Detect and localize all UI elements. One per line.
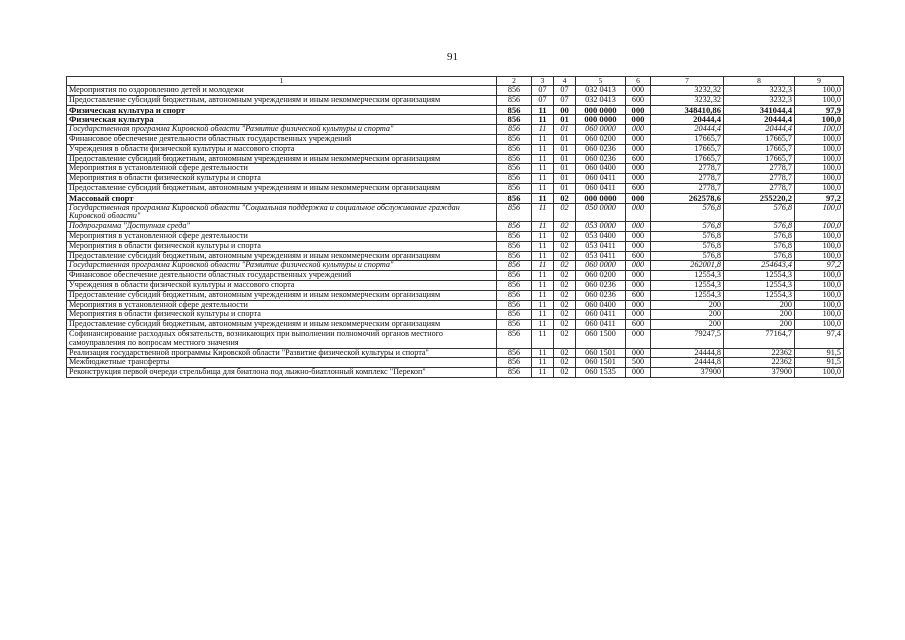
target-article-cell: 060 0200 [576,134,626,144]
section-code-cell: 11 [532,241,554,251]
table-row [67,105,844,115]
subsection-code-cell: 01 [554,134,576,144]
execution-percent-cell: 100,0 [795,164,844,174]
planned-amount-cell: 576,8 [651,222,724,232]
section-code-cell: 11 [532,261,554,271]
ved-code-cell: 856 [497,310,532,320]
actual-amount-cell: 3232,3 [724,86,795,96]
row-name-cell: Мероприятия в установленной сфере деятельности [67,164,497,174]
row-name-cell: Предоставление субсидий бюджетным, автономным учреждениям и иным некоммерческим организациям [67,154,497,164]
planned-amount-cell: 24444,8 [651,358,724,368]
row-name-cell: Мероприятия в установленной сфере деятельности [67,300,497,310]
expense-type-cell: 000 [626,193,651,203]
table-row [67,115,844,125]
section-code-cell: 11 [532,271,554,281]
target-article-cell: 053 0411 [576,241,626,251]
row-name-cell: Предоставление субсидий бюджетным, автономным учреждениям и иным некоммерческим организациям [67,183,497,193]
target-article-cell: 000 0000 [576,115,626,125]
subsection-code-cell: 02 [554,193,576,203]
row-name-cell: Физическая культура и спорт [67,105,497,115]
subsection-code-cell: 02 [554,348,576,358]
expense-type-cell: 000 [626,144,651,154]
planned-amount-cell: 24444,8 [651,348,724,358]
section-code-cell: 11 [532,329,554,348]
expense-type-cell: 600 [626,183,651,193]
row-name-cell: Предоставление субсидий бюджетным, автономным учреждениям и иным некоммерческим организациям [67,251,497,261]
table-row [67,251,844,261]
table-row [67,261,844,271]
table-row [67,144,844,154]
execution-percent-cell: 97,2 [795,193,844,203]
expense-type-cell: 000 [626,203,651,222]
execution-percent-cell: 100,0 [795,115,844,125]
actual-amount-cell: 576,8 [724,241,795,251]
expense-type-cell: 000 [626,125,651,135]
target-article-cell: 060 0411 [576,320,626,330]
column-number: 7 [651,77,724,86]
table-row [67,348,844,358]
execution-percent-cell: 100,0 [795,368,844,378]
row-name-cell: Учреждения в области физической культуры и массового спорта [67,144,497,154]
row-name-cell: Предоставление субсидий бюджетным, автономным учреждениям и иным некоммерческим организациям [67,95,497,105]
execution-percent-cell: 97,9 [795,105,844,115]
section-code-cell: 11 [532,164,554,174]
section-code-cell: 07 [532,86,554,96]
section-code-cell: 11 [532,222,554,232]
subsection-code-cell: 00 [554,105,576,115]
expense-type-cell: 600 [626,290,651,300]
target-article-cell: 060 0000 [576,261,626,271]
ved-code-cell: 856 [497,300,532,310]
target-article-cell: 060 0236 [576,290,626,300]
ved-code-cell: 856 [497,222,532,232]
row-name-cell: Финансовое обеспечение деятельности областных государственных учреждений [67,134,497,144]
row-name-cell: Софинансирование расходных обязательств, возникающих при выполнении полномочий органов местного самоуправления по вопросам местного значения [67,329,497,348]
planned-amount-cell: 262578,6 [651,193,724,203]
column-number: 3 [532,77,554,86]
planned-amount-cell: 3232,32 [651,95,724,105]
subsection-code-cell: 02 [554,290,576,300]
execution-percent-cell: 100,0 [795,222,844,232]
actual-amount-cell: 20444,4 [724,115,795,125]
row-name-cell: Мероприятия по оздоровлению детей и молодежи [67,86,497,96]
table-row [67,164,844,174]
row-name-cell: Государственная программа Кировской области "Развитие физической культуры и спорта" [67,125,497,135]
target-article-cell: 053 0000 [576,222,626,232]
subsection-code-cell: 01 [554,144,576,154]
execution-percent-cell: 100,0 [795,183,844,193]
actual-amount-cell: 12554,3 [724,290,795,300]
planned-amount-cell: 200 [651,300,724,310]
planned-amount-cell: 12554,3 [651,290,724,300]
expense-type-cell: 000 [626,310,651,320]
section-code-cell: 11 [532,290,554,300]
section-code-cell: 11 [532,358,554,368]
execution-percent-cell: 100,0 [795,154,844,164]
table-row [67,271,844,281]
target-article-cell: 060 1500 [576,329,626,348]
execution-percent-cell: 100,0 [795,203,844,222]
planned-amount-cell: 262001,8 [651,261,724,271]
ved-code-cell: 856 [497,320,532,330]
execution-percent-cell: 100,0 [795,300,844,310]
table-row [67,320,844,330]
ved-code-cell: 856 [497,358,532,368]
expense-type-cell: 500 [626,358,651,368]
planned-amount-cell: 2778,7 [651,164,724,174]
row-name-cell: Государственная программа Кировской области "Развитие физической культуры и спорта" [67,261,497,271]
section-code-cell: 07 [532,95,554,105]
planned-amount-cell: 37900 [651,368,724,378]
subsection-code-cell: 01 [554,154,576,164]
ved-code-cell: 856 [497,154,532,164]
execution-percent-cell: 100,0 [795,144,844,154]
row-name-cell: Предоставление субсидий бюджетным, автономным учреждениям и иным некоммерческим организациям [67,320,497,330]
section-code-cell: 11 [532,203,554,222]
execution-percent-cell: 100,0 [795,174,844,184]
target-article-cell: 060 0400 [576,164,626,174]
ved-code-cell: 856 [497,290,532,300]
expense-type-cell: 000 [626,86,651,96]
actual-amount-cell: 2778,7 [724,183,795,193]
row-name-cell: Физическая культура [67,115,497,125]
actual-amount-cell: 576,8 [724,231,795,241]
actual-amount-cell: 22362 [724,348,795,358]
table-row [67,125,844,135]
subsection-code-cell: 02 [554,320,576,330]
page-number: 91 [447,51,458,63]
row-name-cell: Предоставление субсидий бюджетным, автономным учреждениям и иным некоммерческим организациям [67,290,497,300]
target-article-cell: 060 0411 [576,183,626,193]
actual-amount-cell: 17665,7 [724,154,795,164]
ved-code-cell: 856 [497,193,532,203]
section-code-cell: 11 [532,193,554,203]
section-code-cell: 11 [532,300,554,310]
actual-amount-cell: 12554,3 [724,271,795,281]
section-code-cell: 11 [532,115,554,125]
table-row [67,241,844,251]
actual-amount-cell: 576,8 [724,203,795,222]
table-row [67,280,844,290]
target-article-cell: 050 0000 [576,203,626,222]
expense-type-cell: 600 [626,95,651,105]
execution-percent-cell: 91,5 [795,348,844,358]
subsection-code-cell: 02 [554,203,576,222]
planned-amount-cell: 12554,3 [651,271,724,281]
expense-type-cell: 000 [626,222,651,232]
ved-code-cell: 856 [497,329,532,348]
planned-amount-cell: 576,8 [651,251,724,261]
ved-code-cell: 856 [497,125,532,135]
target-article-cell: 060 1501 [576,348,626,358]
target-article-cell: 060 0236 [576,154,626,164]
expense-type-cell: 000 [626,368,651,378]
row-name-cell: Подпрограмма "Доступная среда" [67,222,497,232]
target-article-cell: 060 0200 [576,271,626,281]
actual-amount-cell: 17665,7 [724,144,795,154]
subsection-code-cell: 02 [554,280,576,290]
execution-percent-cell: 100,0 [795,134,844,144]
row-name-cell: Мероприятия в области физической культуры и спорта [67,310,497,320]
target-article-cell: 060 0411 [576,310,626,320]
ved-code-cell: 856 [497,271,532,281]
column-number: 5 [576,77,626,86]
row-name-cell: Учреждения в области физической культуры и массового спорта [67,280,497,290]
row-name-cell: Мероприятия в области физической культуры и спорта [67,174,497,184]
actual-amount-cell: 576,8 [724,222,795,232]
subsection-code-cell: 07 [554,86,576,96]
actual-amount-cell: 255220,2 [724,193,795,203]
planned-amount-cell: 348410,86 [651,105,724,115]
target-article-cell: 060 1501 [576,358,626,368]
target-article-cell: 032 0413 [576,86,626,96]
planned-amount-cell: 2778,7 [651,183,724,193]
ved-code-cell: 856 [497,95,532,105]
actual-amount-cell: 200 [724,300,795,310]
execution-percent-cell: 100,0 [795,290,844,300]
planned-amount-cell: 576,8 [651,241,724,251]
table-row [67,368,844,378]
table-row [67,222,844,232]
subsection-code-cell: 01 [554,164,576,174]
subsection-code-cell: 02 [554,368,576,378]
actual-amount-cell: 22362 [724,358,795,368]
actual-amount-cell: 2778,7 [724,174,795,184]
column-number: 4 [554,77,576,86]
section-code-cell: 11 [532,348,554,358]
execution-percent-cell: 100,0 [795,241,844,251]
subsection-code-cell: 02 [554,300,576,310]
execution-percent-cell: 100,0 [795,320,844,330]
expense-type-cell: 000 [626,280,651,290]
ved-code-cell: 856 [497,144,532,154]
expense-type-cell: 600 [626,251,651,261]
planned-amount-cell: 20444,4 [651,125,724,135]
ved-code-cell: 856 [497,231,532,241]
ved-code-cell: 856 [497,203,532,222]
execution-percent-cell: 100,0 [795,231,844,241]
target-article-cell: 060 0400 [576,300,626,310]
table-row [67,86,844,96]
section-code-cell: 11 [532,105,554,115]
actual-amount-cell: 341044,4 [724,105,795,115]
row-name-cell: Реконструкция первой очереди стрельбища для биатлона под лыжно-биатлонный комплекс "Перекоп" [67,368,497,378]
actual-amount-cell: 3232,3 [724,95,795,105]
ved-code-cell: 856 [497,280,532,290]
table-row [67,193,844,203]
subsection-code-cell: 02 [554,310,576,320]
planned-amount-cell: 2778,7 [651,174,724,184]
planned-amount-cell: 17665,7 [651,144,724,154]
ved-code-cell: 856 [497,348,532,358]
row-name-cell: Массовый спорт [67,193,497,203]
section-code-cell: 11 [532,125,554,135]
section-code-cell: 11 [532,174,554,184]
target-article-cell: 060 0236 [576,280,626,290]
table-row [67,183,844,193]
actual-amount-cell: 254643,4 [724,261,795,271]
execution-percent-cell: 100,0 [795,251,844,261]
target-article-cell: 032 0413 [576,95,626,105]
row-name-cell: Финансовое обеспечение деятельности областных государственных учреждений [67,271,497,281]
planned-amount-cell: 17665,7 [651,134,724,144]
subsection-code-cell: 02 [554,231,576,241]
subsection-code-cell: 02 [554,358,576,368]
column-number: 1 [67,77,497,86]
section-code-cell: 11 [532,154,554,164]
table-row [67,290,844,300]
ved-code-cell: 856 [497,115,532,125]
section-code-cell: 11 [532,320,554,330]
expense-type-cell: 600 [626,154,651,164]
actual-amount-cell: 20444,4 [724,125,795,135]
execution-percent-cell: 100,0 [795,271,844,281]
planned-amount-cell: 20444,4 [651,115,724,125]
planned-amount-cell: 17665,7 [651,154,724,164]
expense-type-cell: 000 [626,231,651,241]
budget-table [66,76,844,378]
target-article-cell: 000 0000 [576,105,626,115]
expense-type-cell: 000 [626,261,651,271]
table-row [67,329,844,348]
expense-type-cell: 000 [626,134,651,144]
execution-percent-cell: 91,5 [795,358,844,368]
ved-code-cell: 856 [497,261,532,271]
planned-amount-cell: 79247,5 [651,329,724,348]
expense-type-cell: 000 [626,115,651,125]
planned-amount-cell: 576,8 [651,231,724,241]
actual-amount-cell: 37900 [724,368,795,378]
planned-amount-cell: 200 [651,310,724,320]
subsection-code-cell: 01 [554,125,576,135]
subsection-code-cell: 02 [554,222,576,232]
ved-code-cell: 856 [497,105,532,115]
expense-type-cell: 000 [626,271,651,281]
table-row [67,300,844,310]
table-row [67,134,844,144]
planned-amount-cell: 200 [651,320,724,330]
ved-code-cell: 856 [497,183,532,193]
subsection-code-cell: 01 [554,115,576,125]
execution-percent-cell: 100,0 [795,310,844,320]
ved-code-cell: 856 [497,174,532,184]
actual-amount-cell: 12554,3 [724,280,795,290]
actual-amount-cell: 576,8 [724,251,795,261]
row-name-cell: Межбюджетные трансферты [67,358,497,368]
execution-percent-cell: 100,0 [795,86,844,96]
row-name-cell: Мероприятия в установленной сфере деятельности [67,231,497,241]
actual-amount-cell: 200 [724,310,795,320]
expense-type-cell: 000 [626,348,651,358]
execution-percent-cell: 100,0 [795,95,844,105]
table-row [67,358,844,368]
section-code-cell: 11 [532,231,554,241]
actual-amount-cell: 200 [724,320,795,330]
section-code-cell: 11 [532,134,554,144]
expense-type-cell: 000 [626,164,651,174]
ved-code-cell: 856 [497,86,532,96]
table-row [67,203,844,222]
expense-type-cell: 000 [626,105,651,115]
expense-type-cell: 000 [626,329,651,348]
section-code-cell: 11 [532,368,554,378]
table-row [67,174,844,184]
subsection-code-cell: 02 [554,329,576,348]
expense-type-cell: 000 [626,241,651,251]
planned-amount-cell: 12554,3 [651,280,724,290]
row-name-cell: Мероприятия в области физической культуры и спорта [67,241,497,251]
ved-code-cell: 856 [497,241,532,251]
target-article-cell: 060 0411 [576,174,626,184]
table-row [67,95,844,105]
ved-code-cell: 856 [497,368,532,378]
execution-percent-cell: 97,4 [795,329,844,348]
target-article-cell: 060 1535 [576,368,626,378]
subsection-code-cell: 02 [554,271,576,281]
target-article-cell: 060 0000 [576,125,626,135]
column-number: 9 [795,77,844,86]
column-number: 6 [626,77,651,86]
table-row [67,154,844,164]
section-code-cell: 11 [532,183,554,193]
ved-code-cell: 856 [497,164,532,174]
actual-amount-cell: 77164,7 [724,329,795,348]
subsection-code-cell: 02 [554,241,576,251]
planned-amount-cell: 576,8 [651,203,724,222]
subsection-code-cell: 01 [554,183,576,193]
expense-type-cell: 000 [626,300,651,310]
planned-amount-cell: 3232,32 [651,86,724,96]
execution-percent-cell: 97,2 [795,261,844,271]
row-name-cell: Реализация государственной программы Кировской области "Развитие физической культуры и спорта" [67,348,497,358]
target-article-cell: 060 0236 [576,144,626,154]
execution-percent-cell: 100,0 [795,125,844,135]
section-code-cell: 11 [532,280,554,290]
target-article-cell: 000 0000 [576,193,626,203]
table-row [67,310,844,320]
subsection-code-cell: 02 [554,251,576,261]
actual-amount-cell: 17665,7 [724,134,795,144]
expense-type-cell: 600 [626,320,651,330]
section-code-cell: 11 [532,310,554,320]
actual-amount-cell: 2778,7 [724,164,795,174]
expense-type-cell: 000 [626,174,651,184]
column-number: 2 [497,77,532,86]
ved-code-cell: 856 [497,251,532,261]
subsection-code-cell: 07 [554,95,576,105]
section-code-cell: 11 [532,251,554,261]
target-article-cell: 053 0400 [576,231,626,241]
execution-percent-cell: 100,0 [795,280,844,290]
column-number-row [67,77,844,86]
subsection-code-cell: 01 [554,174,576,184]
section-code-cell: 11 [532,144,554,154]
ved-code-cell: 856 [497,134,532,144]
column-number: 8 [724,77,795,86]
subsection-code-cell: 02 [554,261,576,271]
table-row [67,231,844,241]
target-article-cell: 053 0411 [576,251,626,261]
row-name-cell: Государственная программа Кировской области "Социальная поддержка и социальное обслуживание граждан Кировской области" [67,203,497,222]
